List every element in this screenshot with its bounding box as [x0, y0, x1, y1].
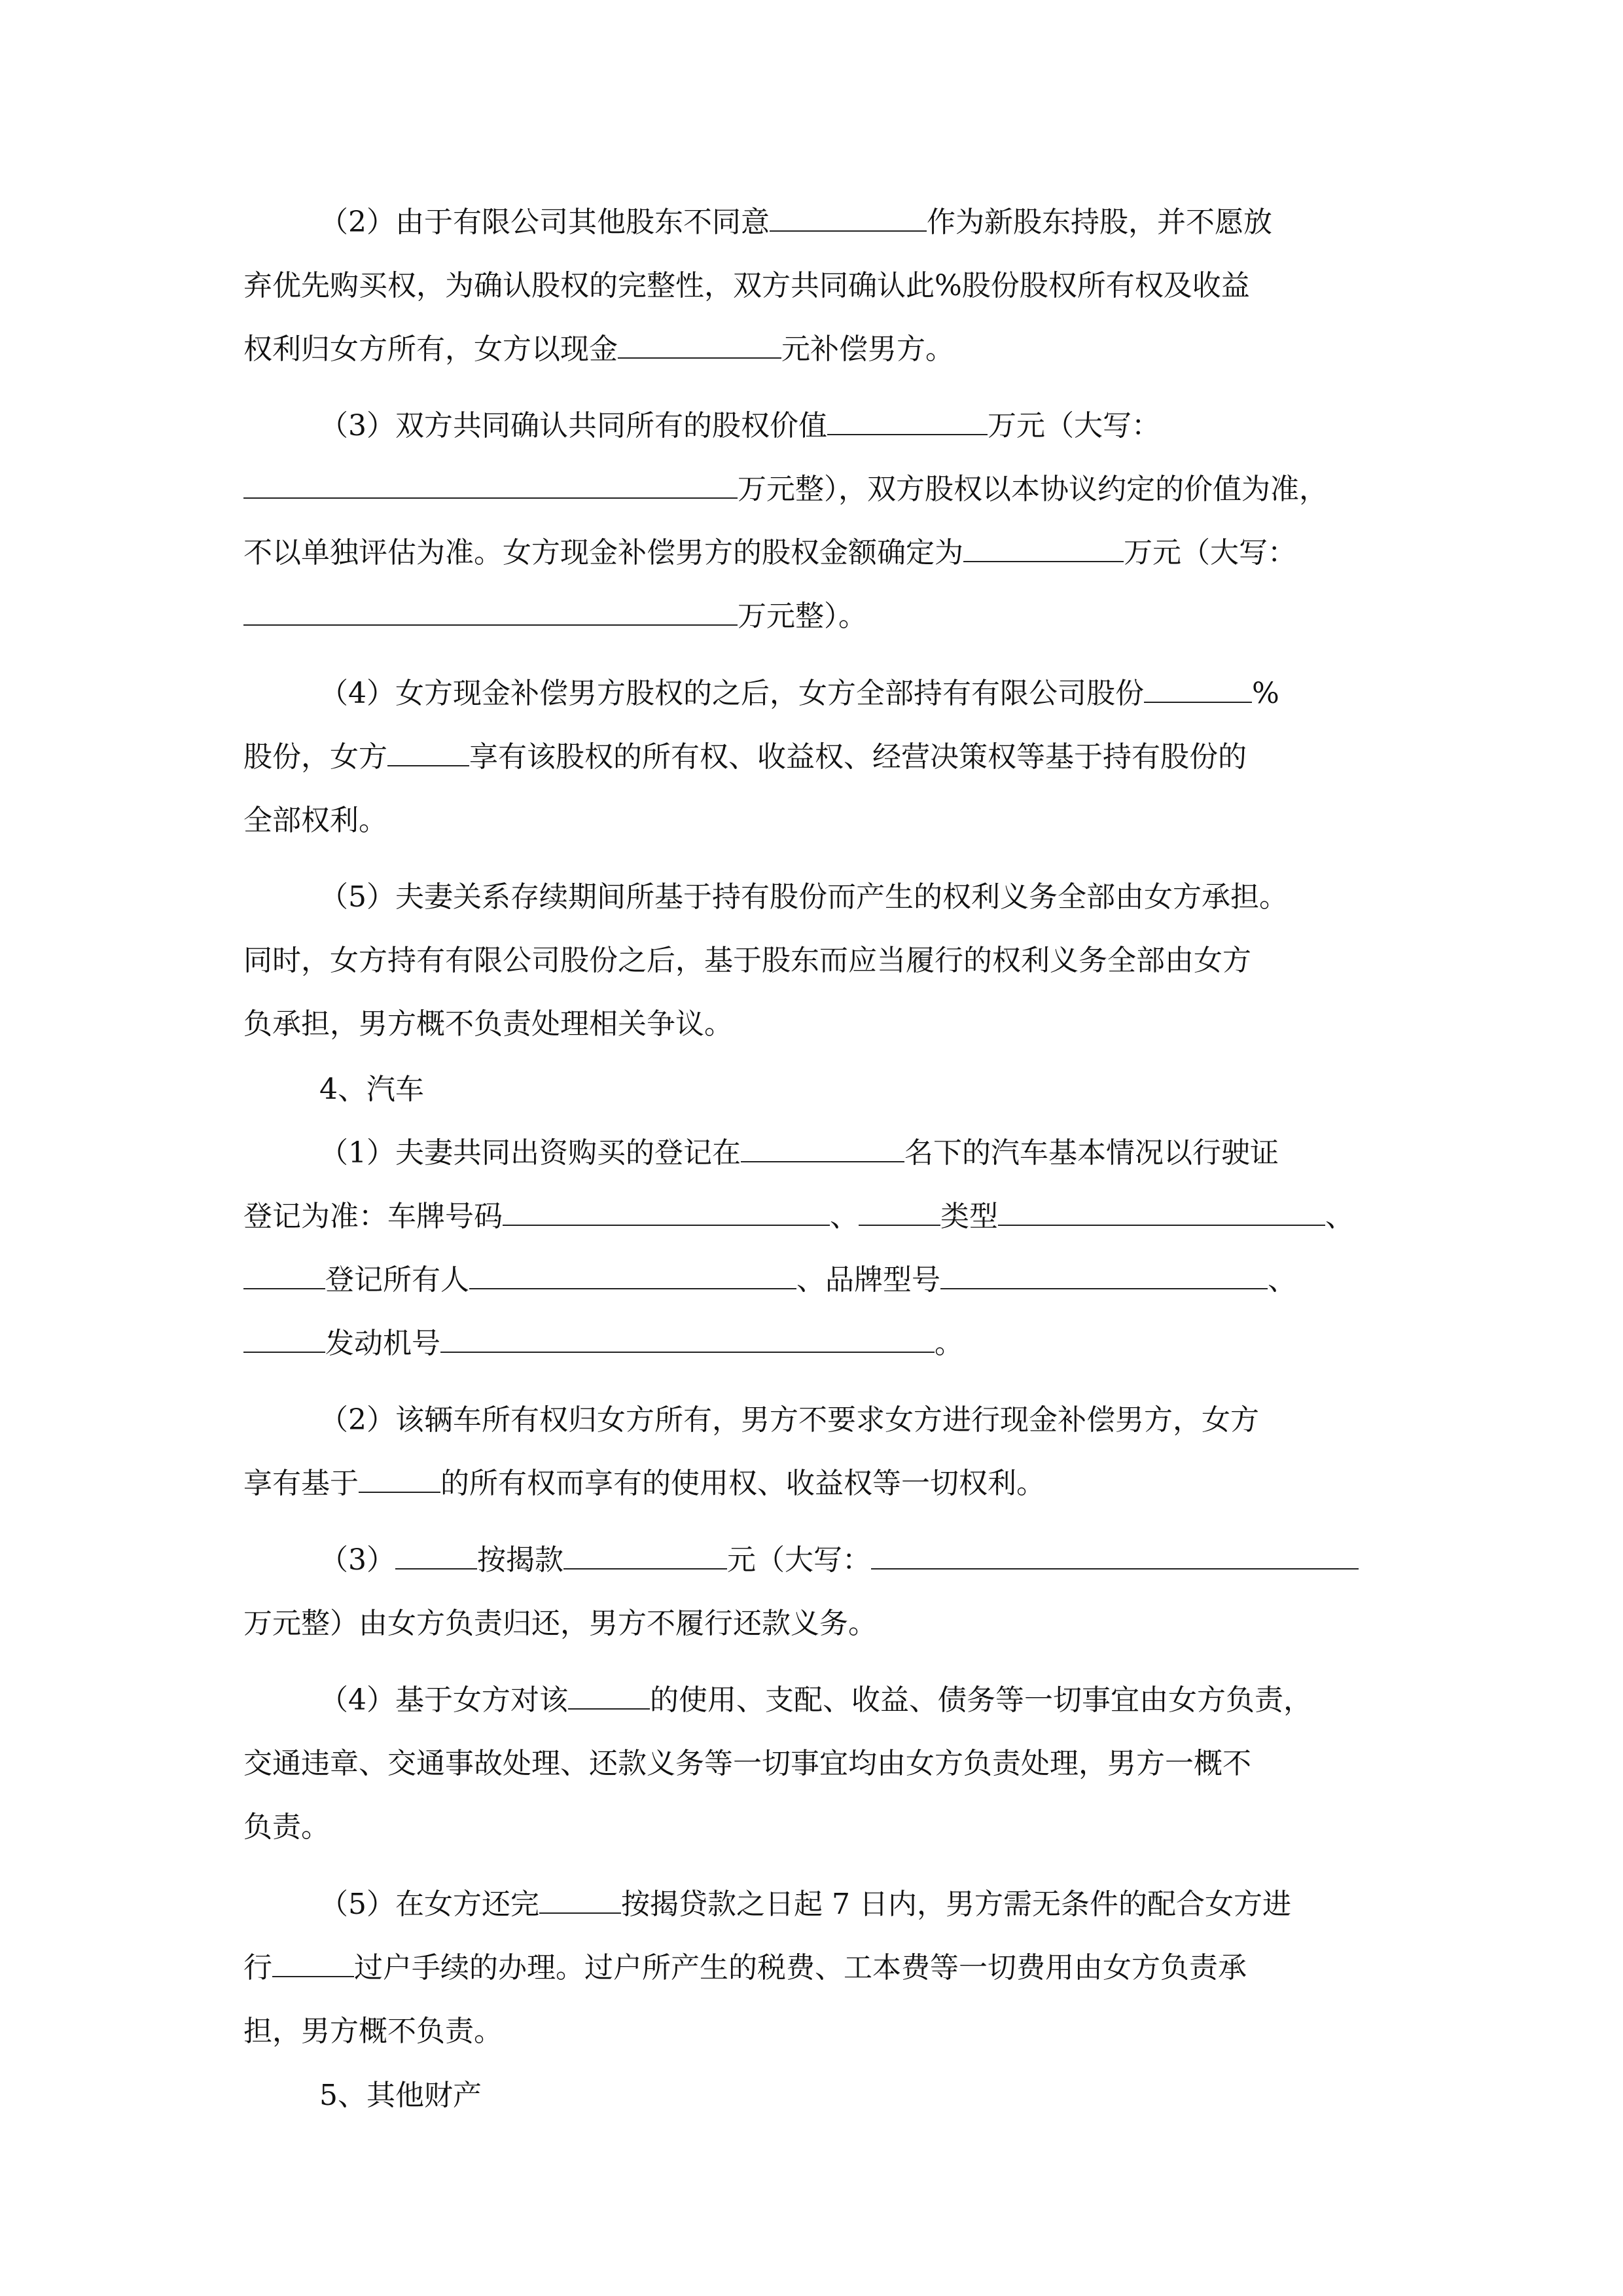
text-segment: % [1252, 677, 1279, 710]
text-line [243, 1191, 1354, 1243]
text-line [319, 400, 1160, 452]
text-line [243, 260, 1250, 312]
text-segment: 弃优先购买权，为确认股权的完整性，双方共同确认此%股份股权所有权及收益 [243, 269, 1250, 302]
text-segment: 万元整）。 [738, 600, 867, 633]
text-segment: 、 [1325, 1200, 1354, 1233]
text-segment: 登记所有人 [325, 1263, 469, 1297]
text-segment: 的所有权而享有的使用权、收益权等一切权利。 [440, 1467, 1045, 1500]
fill-in-blank [827, 405, 988, 435]
text-segment: 、 [1268, 1263, 1296, 1297]
text-line [243, 795, 387, 847]
text-line [243, 463, 1328, 516]
fill-in-blank [243, 469, 738, 499]
text-segment: 过户手续的办理。过户所产生的税费、工本费等一切费用由女方负责承 [354, 1951, 1247, 1984]
text-segment: （3） [319, 1543, 395, 1577]
text-segment: 类型 [940, 1200, 998, 1233]
text-segment: 元（大写： [727, 1543, 871, 1577]
text-segment: 万元整），双方股权以本协议约定的价值为准， [738, 473, 1328, 506]
fill-in-blank [243, 1323, 325, 1353]
fill-in-blank [395, 1539, 477, 1570]
text-line [243, 1801, 330, 1854]
fill-in-blank [387, 736, 469, 766]
fill-in-blank [963, 532, 1124, 562]
fill-in-blank [940, 1259, 1268, 1289]
text-segment: 股份，女方 [243, 740, 387, 774]
text-segment: 担，男方概不负责。 [243, 2015, 503, 2048]
text-segment: （3）双方共同确认共同所有的股权价值 [319, 409, 827, 442]
text-segment: 元补偿男方。 [781, 332, 954, 366]
text-segment: 万元（大写： [1124, 536, 1296, 569]
text-line [319, 1064, 424, 1116]
fill-in-blank [859, 1196, 940, 1226]
text-segment: 发动机号 [325, 1327, 440, 1360]
text-segment: （5）在女方还完 [319, 1888, 539, 1921]
text-line [243, 935, 1251, 987]
fill-in-blank [618, 329, 781, 359]
fill-in-blank [243, 1259, 325, 1289]
text-line [243, 1738, 1251, 1790]
fill-in-blank [770, 202, 927, 232]
text-segment: 5、其他财产 [319, 2079, 482, 2112]
text-line [243, 1598, 877, 1650]
text-segment: 万元（大写： [988, 409, 1160, 442]
text-line [243, 590, 867, 643]
text-segment: 、 [830, 1200, 859, 1233]
text-line [243, 731, 1247, 783]
text-segment: （4）女方现金补偿男方股权的之后，女方全部持有有限公司股份 [319, 677, 1144, 710]
text-line [319, 196, 1272, 249]
text-line [243, 1254, 1296, 1306]
text-segment: 行 [243, 1951, 272, 1984]
text-line [319, 1878, 1291, 1931]
text-line [243, 527, 1296, 579]
text-segment: 登记为准：车牌号码 [243, 1200, 503, 1233]
text-segment: 的使用、支配、收益、债务等一切事宜由女方负责， [650, 1683, 1312, 1717]
text-segment: （1）夫妻共同出资购买的登记在 [319, 1136, 741, 1170]
text-segment: 享有基于 [243, 1467, 359, 1500]
text-segment: 4、汽车 [319, 1073, 424, 1106]
text-segment: 。 [935, 1327, 963, 1360]
text-segment: 作为新股东持股，并不愿放 [927, 206, 1272, 239]
fill-in-blank [243, 596, 738, 626]
text-segment: （2）由于有限公司其他股东不同意 [319, 206, 770, 239]
text-segment: （2）该辆车所有权归女方所有，男方不要求女方进行现金补偿男方，女方 [319, 1403, 1259, 1437]
fill-in-blank [272, 1947, 354, 1977]
text-segment: 按揭贷款之日起 7 日内，男方需无条件的配合女方进 [621, 1888, 1291, 1921]
text-segment: 名下的汽车基本情况以行驶证 [904, 1136, 1279, 1170]
fill-in-blank [469, 1259, 796, 1289]
fill-in-blank [503, 1196, 830, 1226]
text-segment: （5）夫妻关系存续期间所基于持有股份而产生的权利义务全部由女方承担。 [319, 880, 1288, 914]
text-segment: （4）基于女方对该 [319, 1683, 568, 1717]
text-segment: 不以单独评估为准。女方现金补偿男方的股权金额确定为 [243, 536, 963, 569]
text-segment: 权利归女方所有，女方以现金 [243, 332, 618, 366]
text-line [243, 1318, 963, 1370]
fill-in-blank [871, 1539, 1359, 1570]
fill-in-blank [1144, 673, 1252, 703]
text-line [243, 1942, 1247, 1994]
fill-in-blank [539, 1884, 621, 1914]
text-segment: 享有该股权的所有权、收益权、经营决策权等基于持有股份的 [469, 740, 1247, 774]
text-line [319, 1534, 1359, 1587]
text-line [319, 1674, 1312, 1727]
text-line [243, 1458, 1045, 1510]
text-line [319, 871, 1288, 924]
text-line [243, 998, 733, 1050]
text-segment: 交通违章、交通事故处理、还款义务等一切事宜均由女方负责处理，男方一概不 [243, 1747, 1251, 1780]
text-segment: 、品牌型号 [796, 1263, 940, 1297]
text-line [319, 1127, 1279, 1179]
fill-in-blank [741, 1132, 904, 1162]
text-segment: 万元整）由女方负责归还，男方不履行还款义务。 [243, 1607, 877, 1640]
fill-in-blank [998, 1196, 1325, 1226]
fill-in-blank [440, 1323, 935, 1353]
text-line [319, 668, 1279, 720]
text-line [243, 323, 954, 376]
fill-in-blank [359, 1463, 440, 1493]
text-line [319, 2070, 482, 2122]
fill-in-blank [568, 1679, 650, 1710]
text-segment: 负承担，男方概不负责处理相关争议。 [243, 1007, 733, 1041]
text-segment: 同时，女方持有有限公司股份之后，基于股东而应当履行的权利义务全部由女方 [243, 944, 1251, 977]
text-segment: 按揭款 [477, 1543, 563, 1577]
text-segment: 全部权利。 [243, 804, 387, 837]
fill-in-blank [563, 1539, 727, 1570]
text-segment: 负责。 [243, 1810, 330, 1844]
text-line [243, 2005, 503, 2058]
text-line [319, 1394, 1259, 1446]
